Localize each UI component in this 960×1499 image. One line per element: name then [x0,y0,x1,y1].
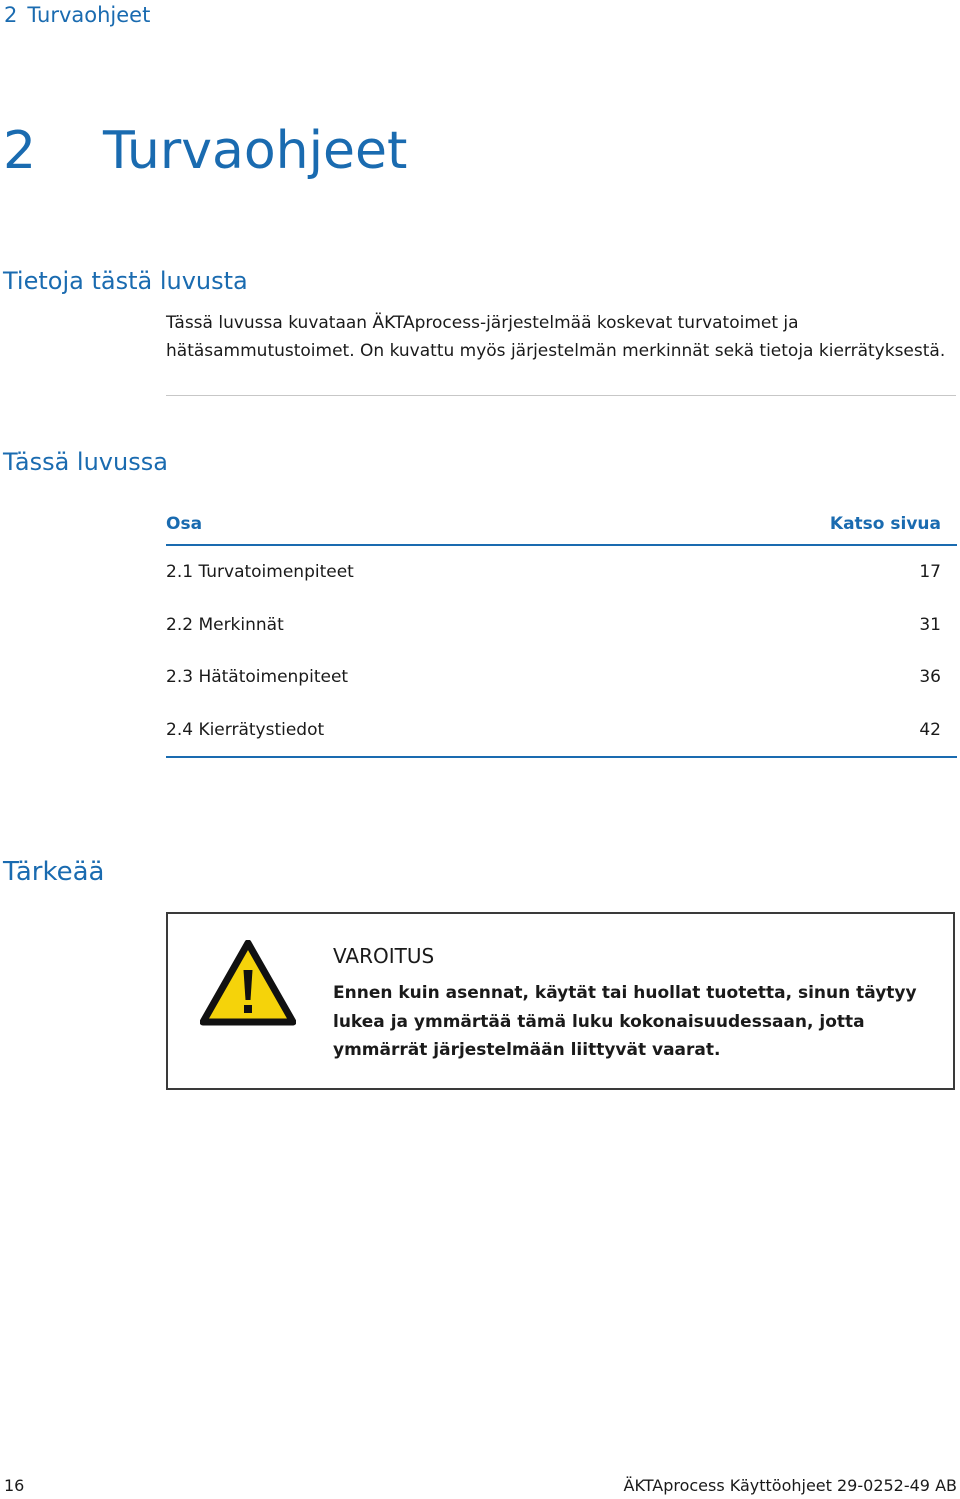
contents-row-section: 2.3 Hätätoimenpiteet [166,667,349,687]
page-footer [4,1473,957,1499]
chapter-title [3,118,407,184]
column-header-page: Katso sivua [829,514,941,534]
contents-row-section: 2.2 Merkinnät [166,614,284,635]
divider [166,395,956,396]
contents-row-page: 42 [919,719,941,740]
contents-row-page: 36 [919,667,941,687]
contents-row[interactable] [166,599,957,652]
contents-row-section: 2.4 Kierrätystiedot [166,719,325,740]
contents-row-page: 31 [919,614,941,635]
warning-triangle-icon [200,940,296,1026]
contents-table-header [166,508,957,546]
running-header-chapter-number: 2 [4,3,18,27]
warning-box [166,912,955,1090]
document-title: ÄKTAprocess Käyttöohjeet 29-0252-49 AB [623,1476,957,1495]
column-header-section: Osa [166,514,203,534]
contents-row[interactable] [166,546,957,599]
contents-row[interactable] [166,651,957,704]
page-number: 16 [4,1476,25,1495]
contents-heading: Tässä luvussa [3,448,168,476]
warning-title: VAROITUS [333,944,435,968]
chapter-title-text: Turvaohjeet [103,121,408,181]
running-header-chapter-title: Turvaohjeet [27,3,151,27]
running-header [4,0,150,30]
contents-table [166,508,957,758]
contents-row[interactable] [166,704,957,759]
about-heading: Tietoja tästä luvusta [3,267,248,295]
warning-text: Ennen kuin asennat, käytät tai huollat tuotetta, sinun täytyy lukea ja ymmärtää tämä luku kokonaisuudessaan, jotta ymmärrät järjestelmään liittyvät vaarat. [333,983,917,1060]
chapter-number: 2 [3,121,37,181]
about-text: Tässä luvussa kuvataan ÄKTAprocess-järjestelmää koskevat turvatoimet ja hätäsammutustoimet. On kuvattu myös järjestelmän merkinnät sekä tietoja kierrätyksestä. [166,313,946,361]
contents-row-section: 2.1 Turvatoimenpiteet [166,562,354,582]
contents-row-page: 17 [919,562,941,582]
important-heading: Tärkeää [3,857,105,887]
